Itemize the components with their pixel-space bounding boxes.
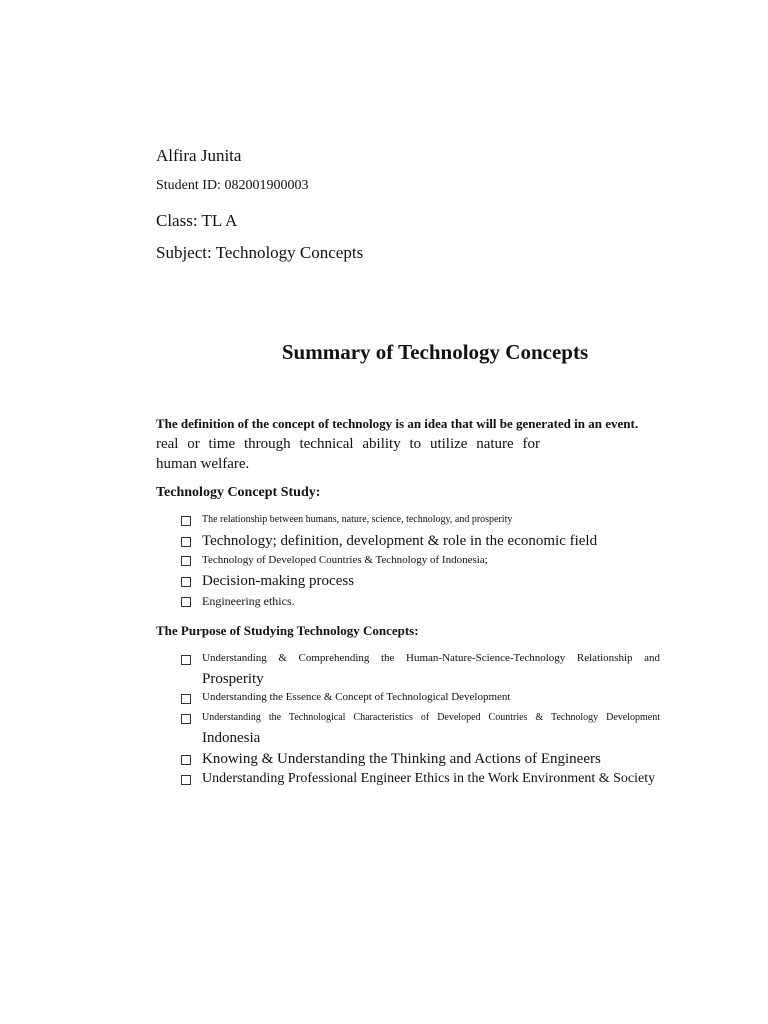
study-heading: Technology Concept Study: xyxy=(156,485,321,500)
purpose-item: Understanding the Essence & Concept of Technological Development xyxy=(202,691,511,703)
checkbox-icon xyxy=(181,577,191,587)
purpose-item: Understanding the Technological Characteristics of Developed Countries & Technology Development xyxy=(202,712,660,723)
checkbox-icon xyxy=(181,775,191,785)
purpose-item-continuation: Prosperity xyxy=(202,671,264,687)
checkbox-icon xyxy=(181,537,191,547)
study-item: Technology; definition, development & role in the economic field xyxy=(202,533,598,549)
checkbox-icon xyxy=(181,755,191,765)
study-item: Engineering ethics. xyxy=(202,594,295,608)
definition-line-2: real or time through technical ability to utilize nature for xyxy=(156,436,540,452)
student-id: Student ID: 082001900003 xyxy=(156,178,309,193)
study-item: Technology of Developed Countries & Technology of Indonesia; xyxy=(202,554,488,566)
checkbox-icon xyxy=(181,597,191,607)
checkbox-icon xyxy=(181,694,191,704)
checkbox-icon xyxy=(181,556,191,566)
study-item: The relationship between humans, nature, science, technology, and prosperity xyxy=(202,514,513,525)
checkbox-icon xyxy=(181,516,191,526)
study-item: Decision-making process xyxy=(202,573,355,589)
author-name: Alfira Junita xyxy=(156,146,242,165)
checkbox-icon xyxy=(181,714,191,724)
purpose-heading: The Purpose of Studying Technology Concepts: xyxy=(156,623,419,638)
purpose-item: Understanding & Comprehending the Human-Nature-Science-Technology Relationship and xyxy=(202,652,660,664)
purpose-item: Understanding Professional Engineer Ethics in the Work Environment & Society xyxy=(202,771,656,786)
document-title: Summary of Technology Concepts xyxy=(281,340,589,364)
checkbox-icon xyxy=(181,655,191,665)
subject-label: Subject: Technology Concepts xyxy=(156,243,364,262)
definition-line-1: The definition of the concept of technology is an idea that will be generated in an event. xyxy=(156,416,639,431)
purpose-item-continuation: Indonesia xyxy=(202,730,261,746)
purpose-item: Knowing & Understanding the Thinking and Actions of Engineers xyxy=(202,751,601,767)
class-label: Class: TL A xyxy=(156,211,238,230)
definition-line-3: human welfare. xyxy=(156,456,250,472)
